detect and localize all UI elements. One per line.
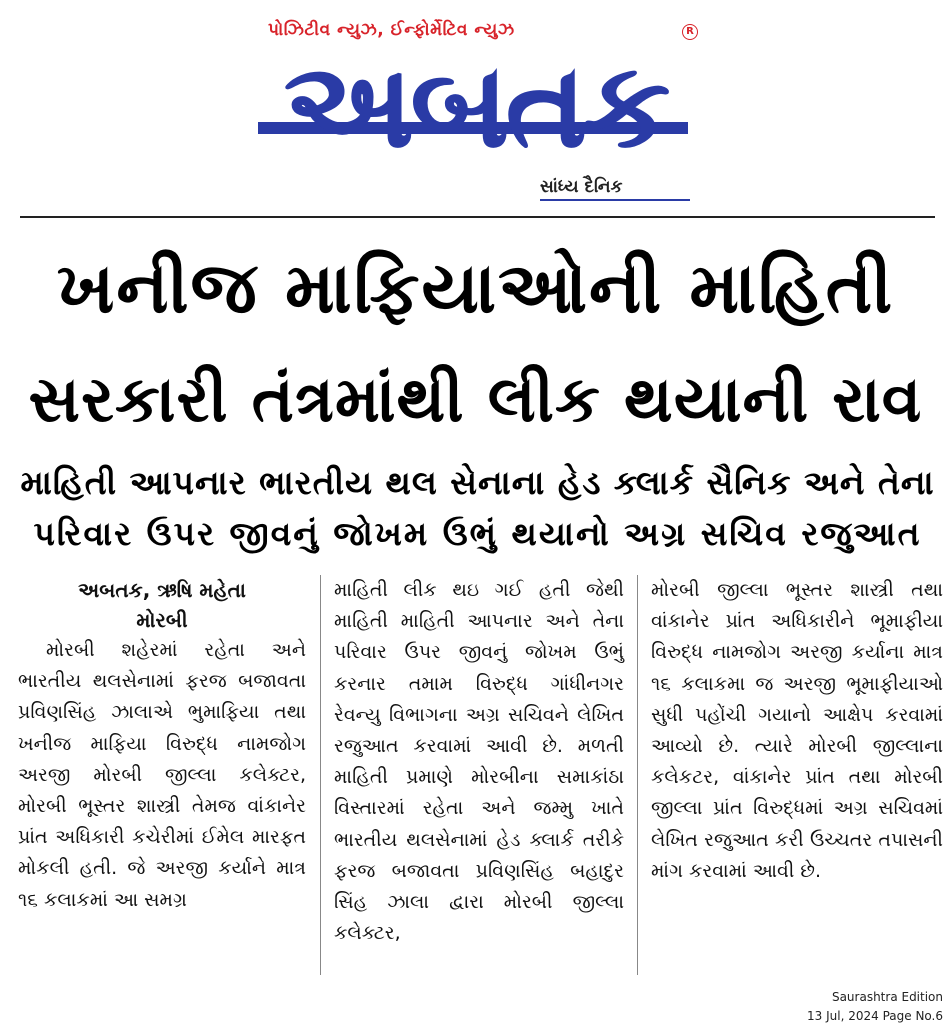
byline-author: અબતક, ઋષિ મહેતા — [78, 578, 246, 602]
subheadline-line-2: પરિવાર ઉપર જીવનું જોખમ ઉભું થયાનો અગ્ર સચિવ રજુઆત — [33, 514, 922, 553]
headline-line-2: સરકારી તંત્રમાંથી લીક થયાની રાવ — [28, 363, 923, 437]
footer-edition: Saurashtra Edition — [831, 990, 943, 1004]
article-text-col-1: મોરબી શહેરમાં રહેતા અને ભારતીય થલસેનામાં ફરજ બજાવતા પ્રવિણસિંહ ઝાલાએ ભુમાફિયા તથા ખનીજ માફિયા વિરુદ્ધ નામજોગ અરજી મોરબી જીલ્લા કલેક્ટર, મોરબી ભૂસ્તર શાસ્ત્રી તેમજ વાંકાનેર પ્રાંત અધિકારી કચેરીમાં ઈમેલ મારફત મોકલી હતી. જે અરજી કર્યાને માત્ર ૧૬ કલાકમાં આ સમગ્ર — [18, 639, 306, 911]
byline-location: મોરબી — [136, 608, 188, 632]
headline-line-1: ખનીજ માફિયાઓની માહિતી — [56, 247, 895, 329]
article-text-col-3: મોરબી જીલ્લા ભૂસ્તર શાસ્ત્રી તથા વાંકાનેર પ્રાંત અધિકારીને ભૂમાફીયા વિરુદ્ધ નામજોગ અરજી કર્યાના માત્ર ૧૬ કલાકમા જ અરજી ભૂમાફીયાઓ સુધી પહોંચી ગયાનો આક્ષેપ કરવામાં આવ્યો છે. ત્યારે મોરબી જીલ્લાના કલેકટર, વાંકાનેર પ્રાંત તથા મોરબી જીલ્લા પ્રાંત વિરુદ્ધમાં અગ્ર સચિવમાં લેખિત રજુઆત કરી ઉચ્ચતર તપાસની માંગ કરવામાં આવી છે. — [651, 579, 943, 882]
article-column-1 — [18, 575, 306, 916]
footer-date-page: 13 Jul, 2024 Page No.6 — [807, 1009, 943, 1023]
column-rule — [637, 575, 638, 975]
masthead-divider — [20, 216, 935, 218]
newspaper-logo: અબતક — [283, 36, 667, 174]
subheadline-line-1: માહિતી આપનાર ભારતીય થલ સેનાના હેડ ક્લાર્ક સૈનિક અને તેના — [20, 463, 935, 502]
masthead — [0, 0, 951, 215]
registered-mark-icon: R — [682, 24, 698, 40]
masthead-tagline: પોઝિટીવ ન્યુઝ, ઈન્ફોર્મેટિવ ન્યુઝ — [268, 20, 515, 40]
article-column-2 — [334, 575, 624, 949]
article-text-col-2: માહિતી લીક થઇ ગઈ હતી જેથી માહિતી માહિતી આપનાર અને તેના પરિવાર ઉપર જીવનું જોખમ ઉભું કરનાર તમામ વિરુદ્ધ ગાંધીનગર રેવન્યુ વિભાગના અગ્ર સચિવને લેખિત રજુઆત કરવામાં આવી છે. મળતી માહિતી પ્રમાણે મોરબીના સમાકાંઠા વિસ્તારમાં રહેતા અને જમ્મુ ખાતે ભારતીય થલસેનામાં હેડ ક્લાર્ક તરીકે ફરજ બજાવતા પ્રવિણસિંહ બહાદુર સિંહ ઝાલા દ્વારા મોરબી જીલ્લા કલેક્ટર, — [334, 579, 624, 945]
column-rule — [320, 575, 321, 975]
article-column-3 — [651, 575, 943, 887]
masthead-subtitle: સાંધ્ય દૈનિક — [540, 177, 623, 197]
subtitle-underline — [540, 199, 690, 201]
